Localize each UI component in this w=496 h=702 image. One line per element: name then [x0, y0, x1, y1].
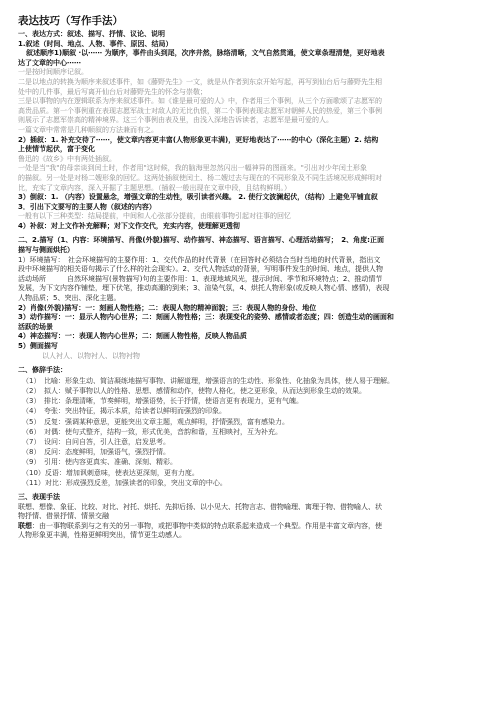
side-description-text: 以人衬人、以物衬人、以物衬物: [42, 351, 140, 360]
order-example-text: 二是以地点的转换为顺序来叙述事件，如《藤野先生》一文，就是从作者到东京开始写起，再写到仙台后与藤野先生相: [18, 77, 382, 86]
rhetoric-item: （3） 排比：条理清晰，节奏鲜明，增强语势，长于抒情，使语言更有表现力，更有气魄。: [22, 397, 303, 406]
expression-description: 4）神态描写：一：表现人物内心世界；二：刻画人物性格，反映人物品质: [18, 332, 247, 341]
association-definition: [18, 522, 482, 532]
techniques-list: 联想、想像、象征、比较、对比、衬托、烘托、先抑后扬、以小见大、托物言志、借物喻理、寓理于物、借物喻人、状: [18, 502, 382, 511]
rhetoric-item: （5） 反复：强调某种意思，更能突出文章主题，观点鲜明，抒情强烈，富有感染力。: [22, 417, 289, 426]
document-title: 表达技巧（写作手法）: [18, 15, 123, 27]
rhetoric-item: （6） 对偶：使句式整齐，结构一致，形式优美，音韵和谐，互相映衬，互为补充。: [22, 427, 282, 436]
portrait-description: 2）肖像(外貌)描写：一：刻画人物性格；二：表现人物的精神面貌；三：表现人物的身份、地位: [18, 303, 317, 312]
section-heading-description: 二、2.描写（1、内容：环境描写、肖像(外貌)描写、动作描写、神态描写、语言描写、心理活动描写； 2、角度:正面: [18, 236, 384, 245]
section-heading-expression: 一、表达方式：叙述、描写、抒情、议论、说明: [18, 30, 165, 38]
order-example-text: 处中的几件事，最后写离开仙台后对藤野先生的怀念与崇敬；: [18, 87, 207, 96]
environment-description: 发展，为下文内容作铺垫，埋下伏笔，推动高潮的到来；3、渲染气氛，4、烘托人物形象(或反映人物心情、感情)，表现: [18, 284, 390, 293]
subheading-narration: 1.叙述（时间、地点、人物、事件、原因、结局）: [18, 39, 173, 48]
action-description-cont: 活跃的场景: [18, 322, 53, 331]
rhetoric-item: （2） 拟人：赋予事物以人的性格、思想、感情和动作，使物人格化，使之更形象，从而达到形象生动的效果。: [22, 386, 366, 395]
association-label: 联想: [18, 521, 32, 530]
insert-example-text: 的描叙。另一处是对杨二嫂形象的回忆。这两处插叙使闰土、杨二嫂过去与现在的不同形象及不同生活境况形成鲜明对: [18, 173, 382, 182]
rhetoric-item: （1） 比喻：形象生动、简洁凝练地描写事物、讲解道理，增强语言的生动性、形象性、化抽象为具体，使人易于理解。: [22, 376, 394, 385]
rhetoric-item: （10）反语：增加讽刺意味，使表达更深刻，更有力度。: [22, 468, 199, 477]
narration-order-line: 叙述顺序1)顺叙 ·以⋯⋯ 为顺序，事件由头到尾，次序井然，脉络清晰，文气自然贯通，使文章条理清楚，更好地表: [26, 49, 385, 58]
association-text: ：由一事物联系到与之有关的另一事物，或把事物中类似的特点联系起来造成一个典型。作用是丰富文章内容，使: [32, 521, 382, 530]
environment-description: 活动场所 自然环境描写(景物描写)句的主要作用：1、表现地域风光，提示时间、季节和环境特点；2、推动情节: [18, 274, 383, 283]
flashback-heading: 3）倒叙：1. （内容）设置悬念，增强文章的生动性，吸引读者兴趣。 2. 使行文波澜起伏，（结构）上避免平铺直叙: [18, 193, 378, 202]
rhetoric-item: （9） 引用：使内容更真实、准确、深刻、精彩。: [22, 458, 177, 467]
flashback-heading-cont: 3．引出下文要写的主要人物（叙述的内容）: [18, 202, 156, 211]
section-heading-description-cont: 描写与侧面烘托）: [18, 246, 74, 255]
section-heading-techniques: 三、表现手法: [18, 493, 60, 502]
association-definition-cont: 人物形象更丰满，性格更鲜明突出，情节更生动感人。: [18, 531, 186, 540]
environment-description: 人物品质；5、突出、深化主题。: [18, 294, 121, 303]
supplementary-narration: 4）补叙：对上文作补充解释；对下文作交代，充实内容，使理解更透彻: [18, 221, 240, 230]
rhetoric-item: （11）对比：形成强烈反差，加强读者的印象，突出文章的中心。: [22, 478, 227, 487]
flashback-insert-heading: 2）插叙：1. 补充交待了⋯⋯，使文章内容更丰富(人物形象更丰满)，更好地表达了⋯⋯的中心（深化主题）2. 结构: [18, 135, 379, 144]
side-description-heading: 5）侧面描写: [18, 342, 58, 350]
order-example-text: 则展示了志愿军崇高的精神境界。这三个事例由表及里，由浅入深地告诉读者，志愿军是最可爱的人。: [18, 116, 333, 125]
order-example-text: 三是以事物的内在逻辑联系为序来叙述事件。如《谁是最可爱的人》中，作者用三个事例，从三个方面歌颂了志愿军的: [18, 97, 382, 106]
narration-order-line-cont: 达了文章的中心⋯⋯: [18, 58, 81, 67]
environment-description: 段中环境描写的相关语句揭示了什么样的社会现实）。2、交代人物活动的背景，写明事件发生的时间、地点，提供人物: [18, 265, 383, 274]
order-example-text: 一是按时间顺序记叙。: [18, 68, 88, 77]
techniques-list-cont: 物抒情、借景抒情、情景交融: [18, 512, 109, 521]
insert-example-text: 一处是当"我"的母亲谈到闰土时，作者用"这时候，我的脑海里忽然闪出一幅神异的图画来。"引出对少年闰土形象: [18, 164, 367, 173]
insert-example-text: 鲁迅的《故乡》中有两处插叙。: [18, 154, 116, 163]
environment-description: 1）环境描写： 社会环境描写的主要作用：1、交代作品的时代背景（在回答时必须结合当时当地的时代背景，指出文: [18, 255, 381, 264]
flashback-insert-heading-cont: 上使情节起伏，富于变化: [18, 145, 95, 154]
rhetoric-item: （4） 夸张：突出特征，揭示本质，给读者以鲜明而强烈的印象。: [22, 407, 226, 416]
order-example-text: 一篇文章中常常是几种顺叙的方法兼而有之。: [18, 125, 158, 134]
action-description: 3）动作描写：一：显示人物内心世界；二：刻画人物性格；三：表现变化的姿势、感情或者态度；四：创造生动的画面和: [18, 313, 394, 322]
rhetoric-item: （8） 反问：态度鲜明，加强语气，强烈抒情。: [22, 448, 170, 457]
flashback-note: 一般有以下三种类型：结局提前，中间和人心弦部分提前，由眼前事物引起对往事的回忆: [18, 212, 291, 221]
section-heading-rhetoric: 二、修辞手法：: [18, 366, 67, 375]
insert-example-text: 比，充实了文章内容，深入开掘了主题思想。（插叙一般出现在文章中段，且结构鲜明。）: [18, 183, 291, 192]
rhetoric-item: （7） 设问：自问自答，引人注意，启发思考。: [22, 438, 170, 446]
order-example-text: 高贵品质。第一个事例重在表现志愿军战士对敌人的无比仇恨，第二个事例表现志愿军对朝鲜人民的热爱，第三个事例: [18, 106, 382, 115]
